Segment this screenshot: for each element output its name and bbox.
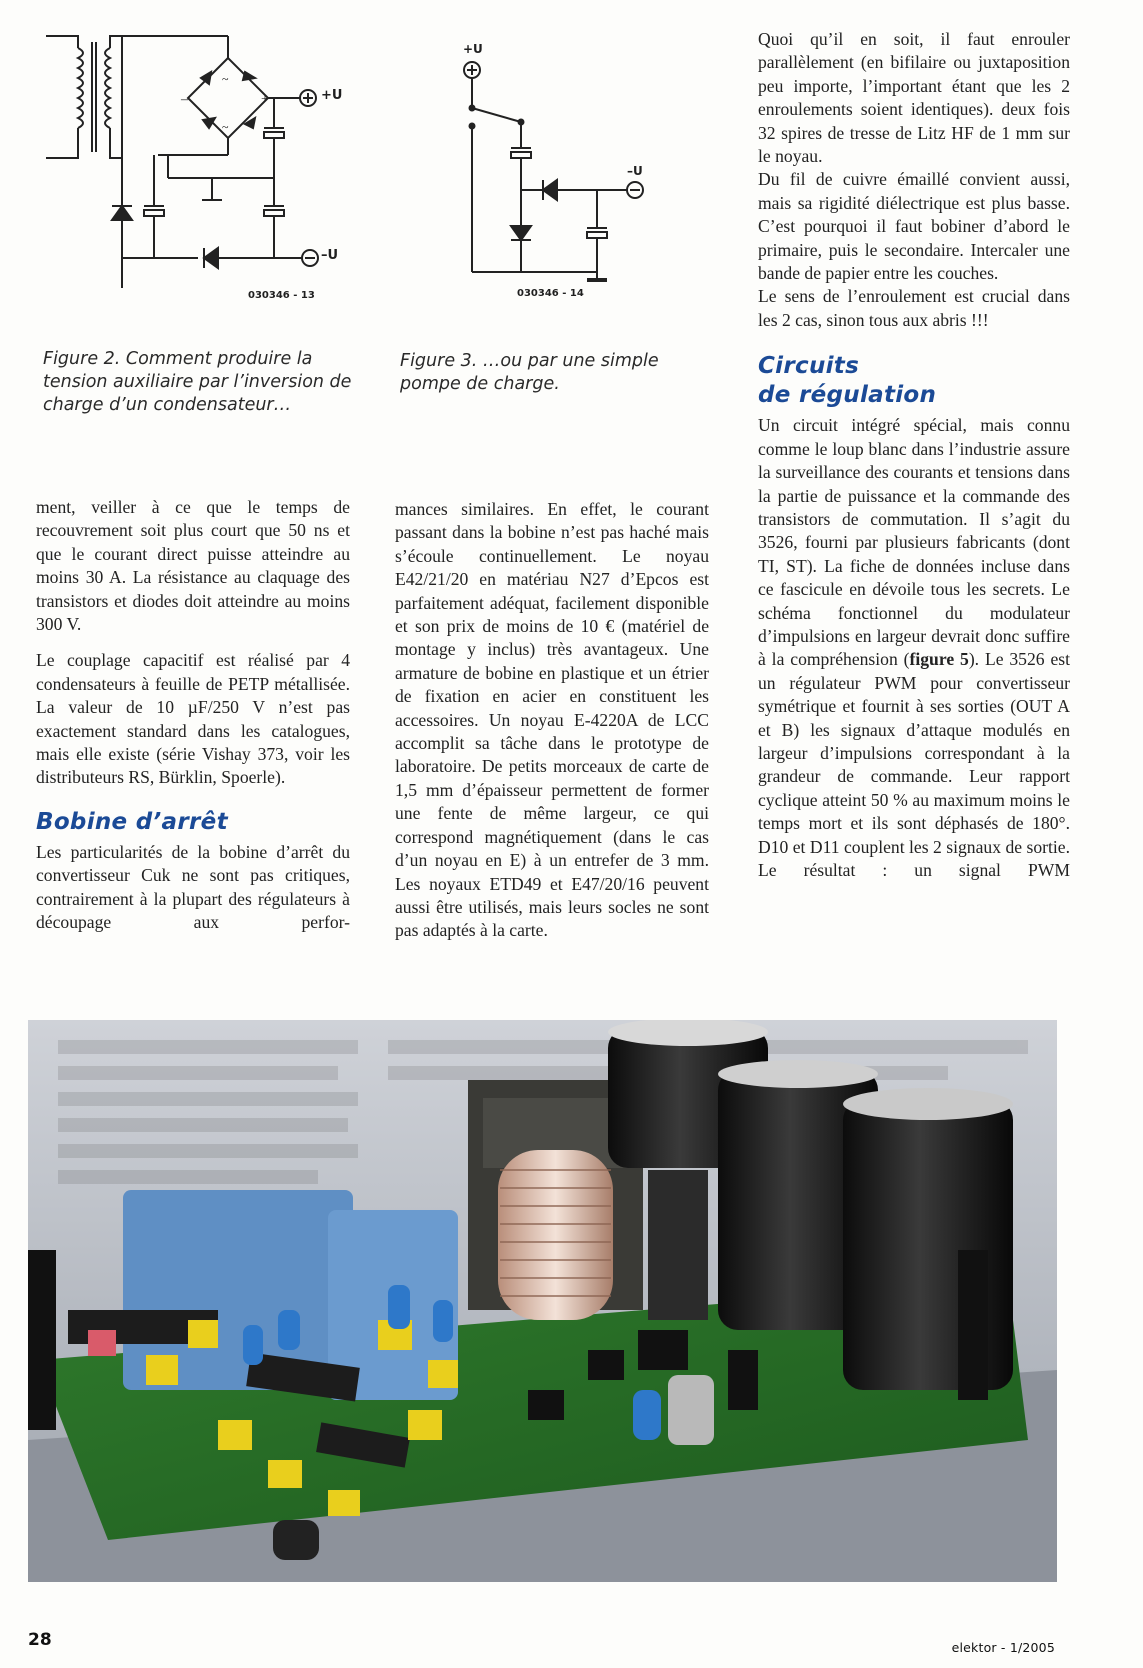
col3-paragraph-1: Quoi qu’il en soit, il faut enrouler parallèlement (en bifilaire ou juxtaposition peu importe, l’important étant que les 2 enroulements soient identiques). deux fois 32 spires de tresse de Litz HF de 1 mm sur le noyau. (758, 29, 1070, 167)
figure-2-minus-label: –U (321, 248, 339, 263)
figure-2-code: 030346 - 13 (248, 290, 315, 301)
figure-2-plus-label: +U (321, 88, 343, 103)
svg-text:~: ~ (222, 120, 229, 134)
figure-2-caption: Figure 2. Comment produire la tension auxiliaire par l’inversion de charge d’un condensateur… (43, 349, 352, 415)
figure-5-reference: figure 5 (909, 649, 969, 670)
col3-p4-part-2: ). Le 3526 est un régulateur PWM pour convertisseur symétrique et fournit à ses sorties (OUT A et B) les signaux d’attaque modulés en largeur d’impulsions correspondant à la grandeur de commande. Leur rapport cyclique atteint 50 % au maximum moins le temps mort et ils sont déphasés de 180°. D10 et D11 couplent les 2 signaux de sortie. Le résultat : un signal PWM (758, 649, 1070, 880)
figure-3-minus-label: –U (627, 164, 643, 178)
col3-paragraph-2: Du fil de cuivre émaillé convient aussi, mais sa rigidité diélectrique est plus basse. C’est pourquoi il faut bobiner d’abord le primaire, puis le secondaire. Intercaler une bande de papier entre les couches. (758, 169, 1070, 284)
heading-circuits-de-regulation (758, 352, 1070, 410)
col3-paragraph-3: Le sens de l’enroulement est crucial dans les 2 cas, sinon tous aux abris !!! (758, 286, 1070, 330)
column-1 (36, 496, 350, 935)
issue-label: elektor - 1/2005 (951, 1640, 1055, 1655)
column-2 (395, 498, 709, 943)
page-number: 28 (28, 1630, 52, 1650)
heading-bobine-darret: Bobine d’arrêt (36, 808, 228, 835)
heading-line-2: de régulation (758, 382, 937, 409)
col1-paragraph-3: Les particularités de la bobine d’arrêt du convertisseur Cuk ne sont pas critiques, contrairement à la plupart des régulateurs à découpage aux perfor- (36, 841, 350, 933)
figure-3-caption: Figure 3. …ou par une simple pompe de charge. (400, 351, 659, 394)
column-3 (758, 28, 1070, 882)
col3-paragraph-4 (758, 414, 1070, 882)
figure-3-plus-label: +U (463, 42, 483, 56)
col2-paragraph-1: mances similaires. En effet, le courant passant dans la bobine n’est pas haché mais s’écoule continuellement. Le noyau E42/21/20 en matériau N27 d’Epcos est parfaitement adéquat, facilement disponible et son prix de moins de 10 € (matériel de montage y inclus) très avantageux. Une armature de bobine en plastique et un étrier de fixation en acier en constituent les accessoires. Un noyau E-4220A de LCC accomplit sa tâche dans le prototype de laboratoire. De petits morceaux de carte de 1,5 mm d’épaisseur permettent de former une fente de même largeur, ce qui correspond magnétiquement (dans le cas d’un noyau en E) à un entrefer de 3 mm. Les noyaux ETD49 et E47/20/16 peuvent aussi être utilisés, mais leurs socles ne sont pas adaptés à la carte. (395, 499, 709, 941)
figure-2-schematic (38, 28, 368, 313)
svg-text:+: + (261, 92, 269, 107)
svg-text:–: – (181, 92, 188, 107)
figure-3-code: 030346 - 14 (517, 288, 584, 299)
col3-p4-part-1: Un circuit intégré spécial, mais connu comme le loup blanc dans l’industrie assure la surveillance des courants et tensions dans la partie de puissance et la commande des transistors de commutation. Il s’agit du 3526, fourni par plusieurs fabricants (dont TI, ST). La fiche de données incluse dans ce fascicule en dévoile tous les secrets. Le schéma fonctionnel du modulateur d’impulsions en largeur devrait donc suffire à la compréhension ( (758, 415, 1070, 670)
svg-text:~: ~ (222, 72, 229, 86)
prototype-board-photo (28, 1020, 1057, 1582)
figure-3-schematic (455, 40, 665, 312)
col1-paragraph-2: Le couplage capacitif est réalisé par 4 condensateurs à feuille de PETP métallisée. La valeur de 10 µF/250 V n’est pas exactement standard dans les catalogues, mais elle existe (série Vishay 373, voir les distributeurs RS, Bürklin, Spoerle). (36, 650, 350, 788)
heading-line-1: Circuits (758, 353, 860, 380)
col1-paragraph-1: ment, veiller à ce que le temps de recouvrement soit plus court que 50 ns et que le courant direct puisse atteindre au moins 30 A. La résistance au claquage des transistors et diodes doit atteindre au moins 300 V. (36, 497, 350, 635)
